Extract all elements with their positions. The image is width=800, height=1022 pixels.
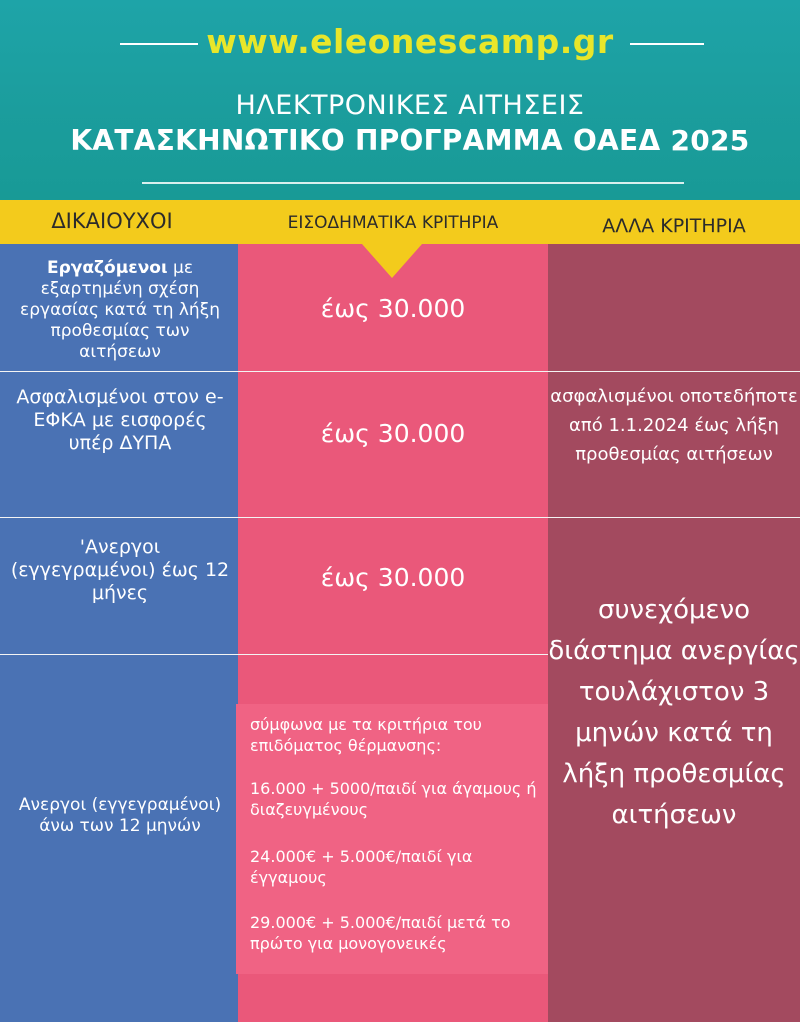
beneficiary-employed-bold: Εργαζόμενοι xyxy=(46,258,168,278)
beneficiary-unemployed-short: 'Ανεργοι (εγγεγραμένοι) έως 12 μήνες xyxy=(10,536,230,604)
divider-left xyxy=(120,43,198,45)
pointer-triangle xyxy=(362,244,422,278)
header-banner xyxy=(0,0,800,200)
income-insured: έως 30.000 xyxy=(320,419,466,448)
column-header-income: ΕΙΣΟΔΗΜΑΤΙΚΑ ΚΡΙΤΗΡΙΑ xyxy=(287,213,499,233)
title-line-1: ΗΛΕΚΤΡΟΝΙΚΕΣ ΑΙΤΗΣΕΙΣ xyxy=(235,90,585,121)
heating-criteria-item: 24.000€ + 5.000€/παιδί για έγγαμους xyxy=(250,847,473,887)
other-insured: ασφαλισμένοι οποτεδήποτε από 1.1.2024 έως λήξη προθεσμίας αιτήσεων xyxy=(550,386,798,465)
site-row xyxy=(0,22,800,66)
row-divider xyxy=(0,654,548,655)
heating-criteria-intro: σύμφωνα με τα κριτήρια του επιδόματος θέρμανσης: xyxy=(250,715,482,755)
beneficiary-employed-rest: με εξαρτημένη σχέση εργασίας κατά τη λήξη προθεσμίας των αιτήσεων xyxy=(20,258,220,362)
heating-allowance-box xyxy=(236,704,548,974)
site-url[interactable]: www.eleonescamp.gr xyxy=(206,22,614,61)
heating-criteria-item: 29.000€ + 5.000€/παιδί μετά το πρώτο για μονογονεικές xyxy=(250,913,511,953)
income-unemployed-short: έως 30.000 xyxy=(320,563,466,592)
beneficiary-insured: Ασφαλισμένοι στον e-ΕΦΚΑ με εισφορές υπέρ ΔΥΠΑ xyxy=(16,386,224,454)
row-divider xyxy=(0,371,800,372)
beneficiary-employed xyxy=(20,258,220,363)
beneficiary-unemployed-long: Ανεργοι (εγγεγραμένοι) άνω των 12 μηνών xyxy=(18,795,222,836)
header-divider xyxy=(142,182,684,184)
divider-right xyxy=(630,43,704,45)
heating-criteria-item: 16.000 + 5000/παιδί για άγαμους ή διαζευγμένους xyxy=(250,779,537,819)
row-divider xyxy=(0,517,800,518)
column-header-band xyxy=(0,200,800,244)
column-header-beneficiaries: ΔΙΚΑΙΟΥΧΟΙ xyxy=(51,209,173,233)
title-line-2: ΚΑΤΑΣΚΗΝΩΤΙΚΟ ΠΡΟΓΡΑΜΜΑ ΟΑΕΔ 2025 xyxy=(70,124,750,157)
other-unemployed: συνεχόμενο διάστημα ανεργίας τουλάχιστον 3 μηνών κατά τη λήξη προθεσμίας αιτήσεων xyxy=(548,595,800,830)
income-employed: έως 30.000 xyxy=(320,294,466,323)
column-header-other: ΑΛΛΑ ΚΡΙΤΗΡΙΑ xyxy=(602,215,746,237)
